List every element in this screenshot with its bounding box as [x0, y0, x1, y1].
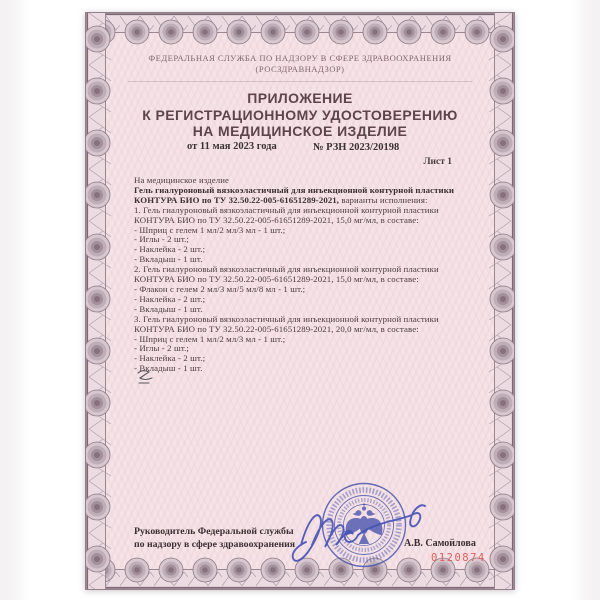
body-line: - Наклейка - 2 шт.; — [134, 244, 206, 255]
signatory-title — [134, 526, 295, 551]
body-line: КОНТУРА БИО по ТУ 32.50.22-005-61651289-2021, 15,0 мг/мл, в составе: — [134, 274, 419, 285]
body-line: 1. Гель гиалуроновый вязкоэластичный для инъекционной контурной пластики — [134, 204, 439, 215]
issuing-authority — [86, 53, 514, 75]
body-line: - Вкладыш - 1 шт. — [134, 363, 203, 374]
body-line: 3. Гель гиалуроновый вязкоэластичный для инъекционной контурной пластики — [134, 313, 439, 324]
body-line: КОНТУРА БИО по ТУ 32.50.22-005-61651289-2021, 15,0 мг/мл, в составе: — [134, 214, 419, 225]
signatory-title-line2: по надзору в сфере здравоохранения — [134, 538, 296, 550]
body-line: - Наклейка - 2 шт.; — [134, 293, 206, 304]
body-line: На медицинское изделие — [134, 175, 230, 185]
sheet-number: Лист 1 — [423, 157, 452, 167]
issuing-authority-line2: (РОСЗДРАВНАДЗОР) — [255, 64, 345, 74]
header-separator — [128, 81, 472, 82]
border-ornament-top — [86, 13, 514, 45]
official-seal-stamp-icon — [279, 465, 449, 585]
body-line: - Иглы - 2 шт.; — [134, 234, 189, 245]
body-line: - Шприц с гелем 1 мл/2 мл/3 мл - 1 шт.; — [134, 224, 286, 235]
body-line: - Вкладыш - 1 шт. — [134, 303, 203, 314]
body-line: - Шприц с гелем 1 мл/2 мл/3 мл - 1 шт.; — [134, 333, 286, 344]
document-title-line3: НА МЕДИЦИНСКОЕ ИЗДЕЛИЕ — [192, 123, 408, 139]
serial-number: 0120874 — [431, 552, 486, 564]
signatory-name: А.В. Самойлова — [404, 538, 476, 549]
handwritten-paraph-icon — [135, 369, 157, 387]
document-title — [86, 90, 514, 140]
body-line: КОНТУРА БИО по ТУ 32.50.22-005-61651289-2021, варианты исполнения: — [134, 194, 428, 205]
signatory-title-line1: Руководитель Федеральной службы — [134, 526, 294, 537]
body-line: Гель гиалуроновый вязкоэластичный для инъекционной контурной пластики — [134, 184, 455, 195]
body-line: - Иглы - 2 шт.; — [134, 343, 189, 354]
body-line: 2. Гель гиалуроновый вязкоэластичный для инъекционной контурной пластики — [134, 264, 439, 275]
body-line: - Вкладыш - 1 шт. — [134, 254, 203, 265]
body-line: КОНТУРА БИО по ТУ 32.50.22-005-61651289-2021, 20,0 мг/мл, в составе: — [134, 323, 419, 334]
body-line: - Наклейка - 2 шт.; — [134, 353, 206, 364]
document-title-line1: ПРИЛОЖЕНИЕ — [247, 90, 353, 106]
document-title-line2: К РЕГИСТРАЦИОННОМУ УДОСТОВЕРЕНИЮ — [142, 106, 458, 123]
registration-number: № РЗН 2023/20198 — [313, 142, 400, 153]
body-line: - Флакон с гелем 2 мл/3 мл/5 мл/8 мл - 1 шт.; — [134, 283, 306, 294]
certificate-document — [85, 12, 515, 590]
body-text — [134, 176, 484, 374]
registration-date: от 11 мая 2023 года — [187, 141, 277, 152]
issuing-authority-line1: ФЕДЕРАЛЬНАЯ СЛУЖБА ПО НАДЗОРУ В СФЕРЕ ЗДРАВООХРАНЕНИЯ — [148, 53, 452, 63]
